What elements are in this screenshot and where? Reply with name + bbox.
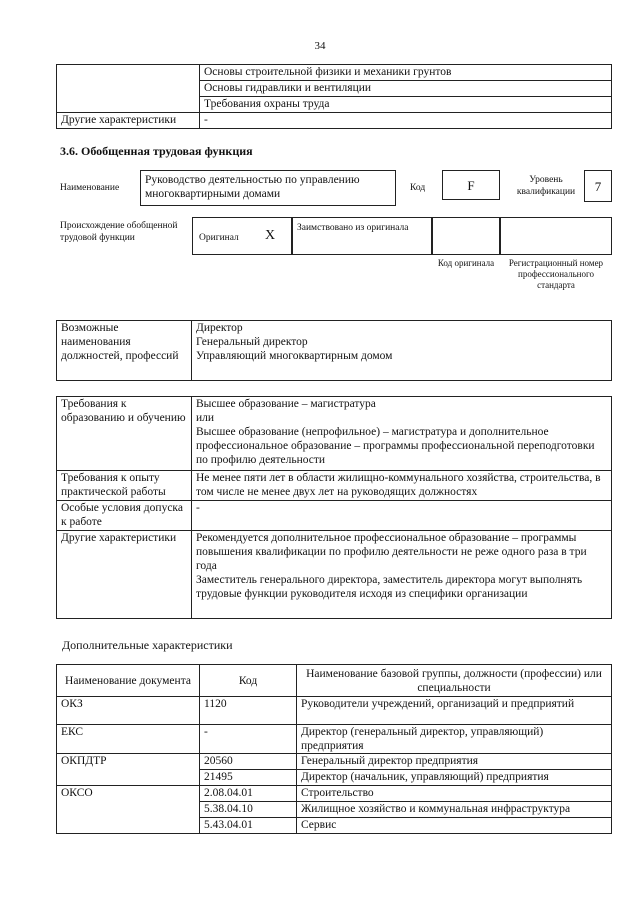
- original-mark: X: [265, 228, 276, 243]
- top-table: [56, 64, 612, 129]
- additional-table: [56, 664, 612, 834]
- code-caption: Код оригинала: [437, 258, 495, 268]
- positions-values: Директор Генеральный директор Управляющий многоквартирным домом: [192, 321, 612, 381]
- req-label: Требования к опыту практической работы: [57, 471, 192, 501]
- table-row-doc: ОКСО: [57, 786, 200, 802]
- table-row-name: Руководители учреждений, организаций и предприятий: [297, 697, 612, 725]
- table-row-code: 5.38.04.10: [200, 802, 297, 818]
- table-row-doc: [57, 818, 200, 834]
- positions-label: Возможные наименования должностей, профессий: [57, 321, 192, 381]
- gtf-code-value: F: [442, 170, 500, 200]
- top-row-label: [57, 81, 200, 97]
- table-row-name: Строительство: [297, 786, 612, 802]
- page-number: 34: [314, 40, 326, 52]
- col-header-document: Наименование документа: [57, 665, 200, 697]
- table-row-name: Генеральный директор предприятия: [297, 754, 612, 770]
- table-row-name: Директор (начальник, управляющий) предприятия: [297, 770, 612, 786]
- top-row-label: [57, 97, 200, 113]
- top-row-value: Основы гидравлики и вентиляции: [200, 81, 612, 97]
- code-label: Код: [410, 183, 426, 193]
- table-row-code: 21495: [200, 770, 297, 786]
- level-label: Уровень квалификации: [516, 175, 576, 197]
- table-row-doc: ОКПДТР: [57, 754, 200, 770]
- table-row-doc: [57, 770, 200, 786]
- col-header-name: Наименование базовой группы, должности (профессии) или специальности: [297, 665, 612, 697]
- original-cell: [192, 217, 292, 255]
- table-row-code: 5.43.04.01: [200, 818, 297, 834]
- table-row-name: Директор (генеральный директор, управляющий) предприятия: [297, 725, 612, 754]
- requirements-table: [56, 396, 612, 619]
- col-header-code: Код: [200, 665, 297, 697]
- req-value: -: [192, 501, 612, 531]
- table-row-code: 2.08.04.01: [200, 786, 297, 802]
- original-label: Оригинал: [199, 233, 239, 243]
- reg-caption: Регистрационный номер профессионального стандарта: [508, 258, 604, 290]
- req-label: Требования к образованию и обучению: [57, 397, 192, 471]
- table-row-name: Жилищное хозяйство и коммунальная инфраструктура: [297, 802, 612, 818]
- top-row-value: Основы строительной физики и механики грунтов: [200, 65, 612, 81]
- table-row-doc: ЕКС: [57, 725, 200, 754]
- req-label: Особые условия допуска к работе: [57, 501, 192, 531]
- table-row-doc: [57, 802, 200, 818]
- origin-label: Происхождение обобщенной трудовой функции: [60, 221, 178, 243]
- name-label: Наименование: [60, 183, 120, 193]
- additional-title: Дополнительные характеристики: [62, 638, 233, 652]
- table-row-code: 1120: [200, 697, 297, 725]
- req-value: Высшее образование – магистратура или Высшее образование (непрофильное) – магистратура и дополнительное профессиональное образование – программы профессиональной переподготовки по профилю деятельности: [192, 397, 612, 471]
- borrowed-cell: Заимствовано из оригинала: [292, 217, 432, 255]
- registration-number-cell: [500, 217, 612, 255]
- original-code-cell: [432, 217, 500, 255]
- gtf-name-value: Руководство деятельностью по управлению многоквартирными домами: [140, 170, 396, 206]
- section-title: 3.6. Обобщенная трудовая функция: [60, 144, 253, 158]
- table-row-doc: ОКЗ: [57, 697, 200, 725]
- top-row-label: [57, 65, 200, 81]
- top-row-value: Требования охраны труда: [200, 97, 612, 113]
- table-row-code: -: [200, 725, 297, 754]
- top-row-value: -: [200, 113, 612, 129]
- positions-table: [56, 320, 612, 381]
- req-value: Не менее пяти лет в области жилищно-коммунального хозяйства, строительства, в том числе не менее двух лет на руководящих должностях: [192, 471, 612, 501]
- req-label: Другие характеристики: [57, 531, 192, 619]
- req-value: Рекомендуется дополнительное профессиональное образование – программы повышения квалификации по профилю деятельности не реже одного раза в три года Заместитель генерального директора, заместитель директора могут выполнять трудовые функции руководителя исходя из специфики организации: [192, 531, 612, 619]
- table-row-code: 20560: [200, 754, 297, 770]
- top-row-label: Другие характеристики: [57, 113, 200, 129]
- gtf-level-value: 7: [584, 170, 612, 202]
- table-row-name: Сервис: [297, 818, 612, 834]
